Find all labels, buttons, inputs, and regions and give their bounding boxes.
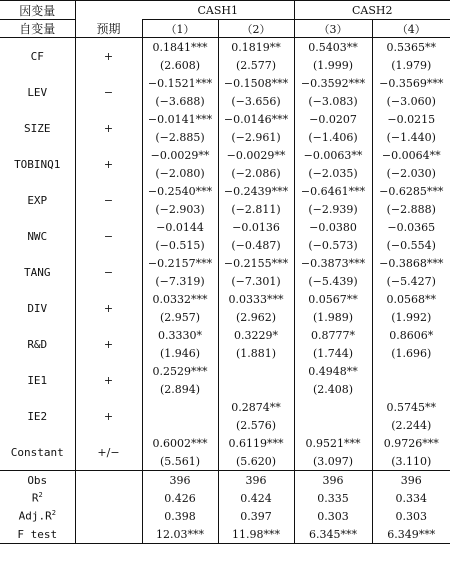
group-header-cash2: CASH2 [294,1,450,20]
statistic-row [0,525,450,544]
tstat-cell: (2.244) [391,418,432,432]
variable-name: R&D [0,326,75,362]
expected-sign: − [75,74,142,110]
coefficient-cell: −0.1508*** [218,74,294,92]
statistic-cell: 0.335 [294,489,372,507]
coefficient-cell: −0.0215 [387,112,436,126]
coefficient-cell: 0.1841*** [142,38,218,57]
tstat-cell: (−5.427) [386,274,436,288]
tstat-cell: (−2.903) [142,200,218,218]
variable-name: CF [0,38,75,75]
coefficient-cell: 0.2874** [218,398,294,416]
tstat-cell: (−2.035) [294,164,372,182]
coefficient-cell [142,398,218,416]
variable-name: TOBINQ1 [0,146,75,182]
expected-sign: − [75,254,142,290]
coefficient-row [0,362,450,380]
coefficient-cell: −0.0136 [218,218,294,236]
tstat-cell: (2.608) [142,56,218,74]
tstat-cell: (−2.086) [218,164,294,182]
tstat-cell: (−0.515) [142,236,218,254]
coefficient-cell: 0.8777* [294,326,372,344]
variable-name: IE2 [0,398,75,434]
coefficient-row [0,218,450,236]
statistic-label-text: F test [17,527,58,541]
tstat-cell: (2.962) [218,308,294,326]
coefficient-cell: −0.3873*** [294,254,372,272]
coefficient-cell: −0.6285*** [379,184,444,198]
statistic-row [0,507,450,525]
tstat-cell: (1.992) [391,310,432,324]
statistic-sign-blank [75,507,142,525]
tstat-cell: (−0.487) [218,236,294,254]
coefficient-cell: −0.0141*** [142,110,218,128]
tstat-cell: (2.577) [218,56,294,74]
variable-name: NWC [0,218,75,254]
header-row-dependent [0,1,450,20]
coefficient-cell: 0.3330* [142,326,218,344]
coefficient-row [0,182,450,200]
coefficient-cell: −0.2439*** [218,182,294,200]
coefficient-cell: 0.9726*** [383,436,439,450]
tstat-cell: (1.946) [142,344,218,362]
tstat-cell: (1.989) [294,308,372,326]
coefficient-row [0,74,450,92]
tstat-cell: (−7.301) [218,272,294,290]
statistic-cell: 0.426 [142,489,218,507]
coefficient-cell: 0.0333*** [218,290,294,308]
tstat-cell: (−7.319) [142,272,218,290]
tstat-cell: (1.696) [391,346,432,360]
coefficient-cell: 0.0568** [386,292,436,306]
expected-sign: + [75,110,142,146]
statistic-label-text: Adj.R [18,509,52,523]
coefficient-cell: −0.0207 [294,110,372,128]
expected-sign: − [75,218,142,254]
statistic-cell: 0.398 [142,507,218,525]
statistic-label-text: R [31,491,39,505]
tstat-cell: (1.979) [391,58,432,72]
coefficient-cell: 0.9521*** [294,434,372,452]
variable-name: DIV [0,290,75,326]
tstat-cell [142,416,218,434]
coefficient-cell: 0.1819** [218,38,294,57]
coefficient-cell: 0.8606* [389,328,434,342]
tstat-cell: (−3.688) [142,92,218,110]
coefficient-cell: −0.0146*** [218,110,294,128]
tstat-cell: (−0.573) [294,236,372,254]
statistic-cell: 6.345*** [294,525,372,544]
variable-name: EXP [0,182,75,218]
coefficient-cell: −0.0063** [294,146,372,164]
variable-name: IE1 [0,362,75,398]
coefficient-cell: −0.0365 [387,220,436,234]
tstat-cell: (1.744) [294,344,372,362]
statistic-cell: 0.303 [294,507,372,525]
tstat-cell [372,380,450,398]
expected-sign: + [75,326,142,362]
tstat-cell: (−0.554) [386,238,436,252]
statistic-cell: 0.397 [218,507,294,525]
statistic-cell: 11.98*** [218,525,294,544]
group-header-cash1: CASH1 [142,1,294,20]
statistic-label [0,507,75,525]
tstat-cell: (2.957) [142,308,218,326]
statistic-label [0,489,75,507]
coefficient-cell: 0.5365** [386,40,436,54]
variable-name: LEV [0,74,75,110]
header-blank [75,1,142,20]
coefficient-cell: −0.3868*** [379,256,444,270]
tstat-cell: (2.576) [218,416,294,434]
tstat-cell: (−3.656) [218,92,294,110]
tstat-cell: (−2.885) [142,128,218,146]
coefficient-cell: −0.2540*** [142,182,218,200]
statistic-cell: 12.03*** [142,525,218,544]
coefficient-cell [294,398,372,416]
tstat-cell: (2.408) [294,380,372,398]
expected-sign-label: 预期 [75,20,142,38]
coefficient-cell [372,362,450,380]
variable-name: TANG [0,254,75,290]
tstat-cell: (5.561) [142,452,218,471]
coefficient-cell: 0.6002*** [142,434,218,452]
coefficient-cell: 0.6119*** [218,434,294,452]
expected-sign: + [75,38,142,75]
coefficient-cell: −0.0380 [294,218,372,236]
tstat-cell: (−2.939) [294,200,372,218]
expected-sign: − [75,182,142,218]
tstat-cell: (−1.406) [294,128,372,146]
expected-sign: + [75,146,142,182]
tstat-cell: (3.097) [294,452,372,471]
coefficient-row [0,254,450,272]
statistic-label [0,525,75,544]
tstat-cell [294,416,372,434]
statistic-row [0,471,450,490]
variable-name: Constant [0,434,75,471]
statistic-cell: 396 [142,471,218,490]
coefficient-cell: −0.0144 [142,218,218,236]
coefficient-row [0,290,450,308]
coefficient-cell: 0.3229* [218,326,294,344]
statistic-cell: 0.303 [395,509,427,523]
column-number-2: （2） [218,20,294,38]
tstat-cell: (−3.060) [386,94,436,108]
independent-variable-label: 自变量 [0,20,75,38]
coefficient-row [0,326,450,344]
statistic-label-superscript: 2 [38,491,43,500]
statistic-cell: 0.334 [395,491,427,505]
expected-sign: +/− [75,434,142,471]
tstat-cell: (−3.083) [294,92,372,110]
coefficient-cell: −0.0064** [381,148,441,162]
tstat-cell: (−2.080) [142,164,218,182]
statistic-cell: 6.349*** [387,527,436,541]
statistic-cell: 0.424 [218,489,294,507]
dependent-variable-label: 因变量 [0,1,75,20]
statistic-cell: 396 [294,471,372,490]
coefficient-cell: 0.5403** [294,38,372,57]
tstat-cell: (−5.439) [294,272,372,290]
column-number-4: （4） [396,22,426,36]
expected-sign: + [75,398,142,434]
coefficient-cell: 0.0332*** [142,290,218,308]
column-number-1: （1） [142,20,218,38]
tstat-cell: (5.620) [218,452,294,471]
tstat-cell: (−1.440) [386,130,436,144]
tstat-cell: (−2.961) [218,128,294,146]
tstat-cell: (−2.811) [218,200,294,218]
expected-sign: + [75,290,142,326]
statistic-label [0,471,75,490]
expected-sign: + [75,362,142,398]
coefficient-cell: 0.0567** [294,290,372,308]
statistic-sign-blank [75,489,142,507]
coefficient-cell: −0.2157*** [142,254,218,272]
statistic-cell: 396 [218,471,294,490]
coefficient-row [0,398,450,416]
tstat-cell: (−2.030) [386,166,436,180]
statistic-cell: 396 [400,473,422,487]
tstat-cell: (1.881) [218,344,294,362]
tstat-cell [218,380,294,398]
header-row-columns [0,20,450,38]
coefficient-cell: 0.5745** [386,400,436,414]
coefficient-row [0,38,450,57]
tstat-cell: (3.110) [391,454,432,468]
coefficient-cell: −0.3569*** [379,76,444,90]
coefficient-row [0,434,450,452]
coefficient-cell [218,362,294,380]
coefficient-row [0,110,450,128]
variable-name: SIZE [0,110,75,146]
statistic-label-text: Obs [27,473,48,487]
statistic-sign-blank [75,525,142,544]
statistic-row [0,489,450,507]
coefficient-cell: −0.0029** [142,146,218,164]
coefficient-row [0,146,450,164]
coefficient-cell: −0.0029** [218,146,294,164]
coefficient-cell: −0.6461*** [294,182,372,200]
statistic-sign-blank [75,471,142,490]
coefficient-cell: −0.3592*** [294,74,372,92]
tstat-cell: (−2.888) [386,202,436,216]
coefficient-cell: −0.2155*** [218,254,294,272]
coefficient-cell: 0.2529*** [142,362,218,380]
coefficient-cell: −0.1521*** [142,74,218,92]
tstat-cell: (2.894) [142,380,218,398]
tstat-cell: (1.999) [294,56,372,74]
statistic-label-superscript: 2 [51,509,56,518]
coefficient-cell: 0.4948** [294,362,372,380]
column-number-3: （3） [294,20,372,38]
